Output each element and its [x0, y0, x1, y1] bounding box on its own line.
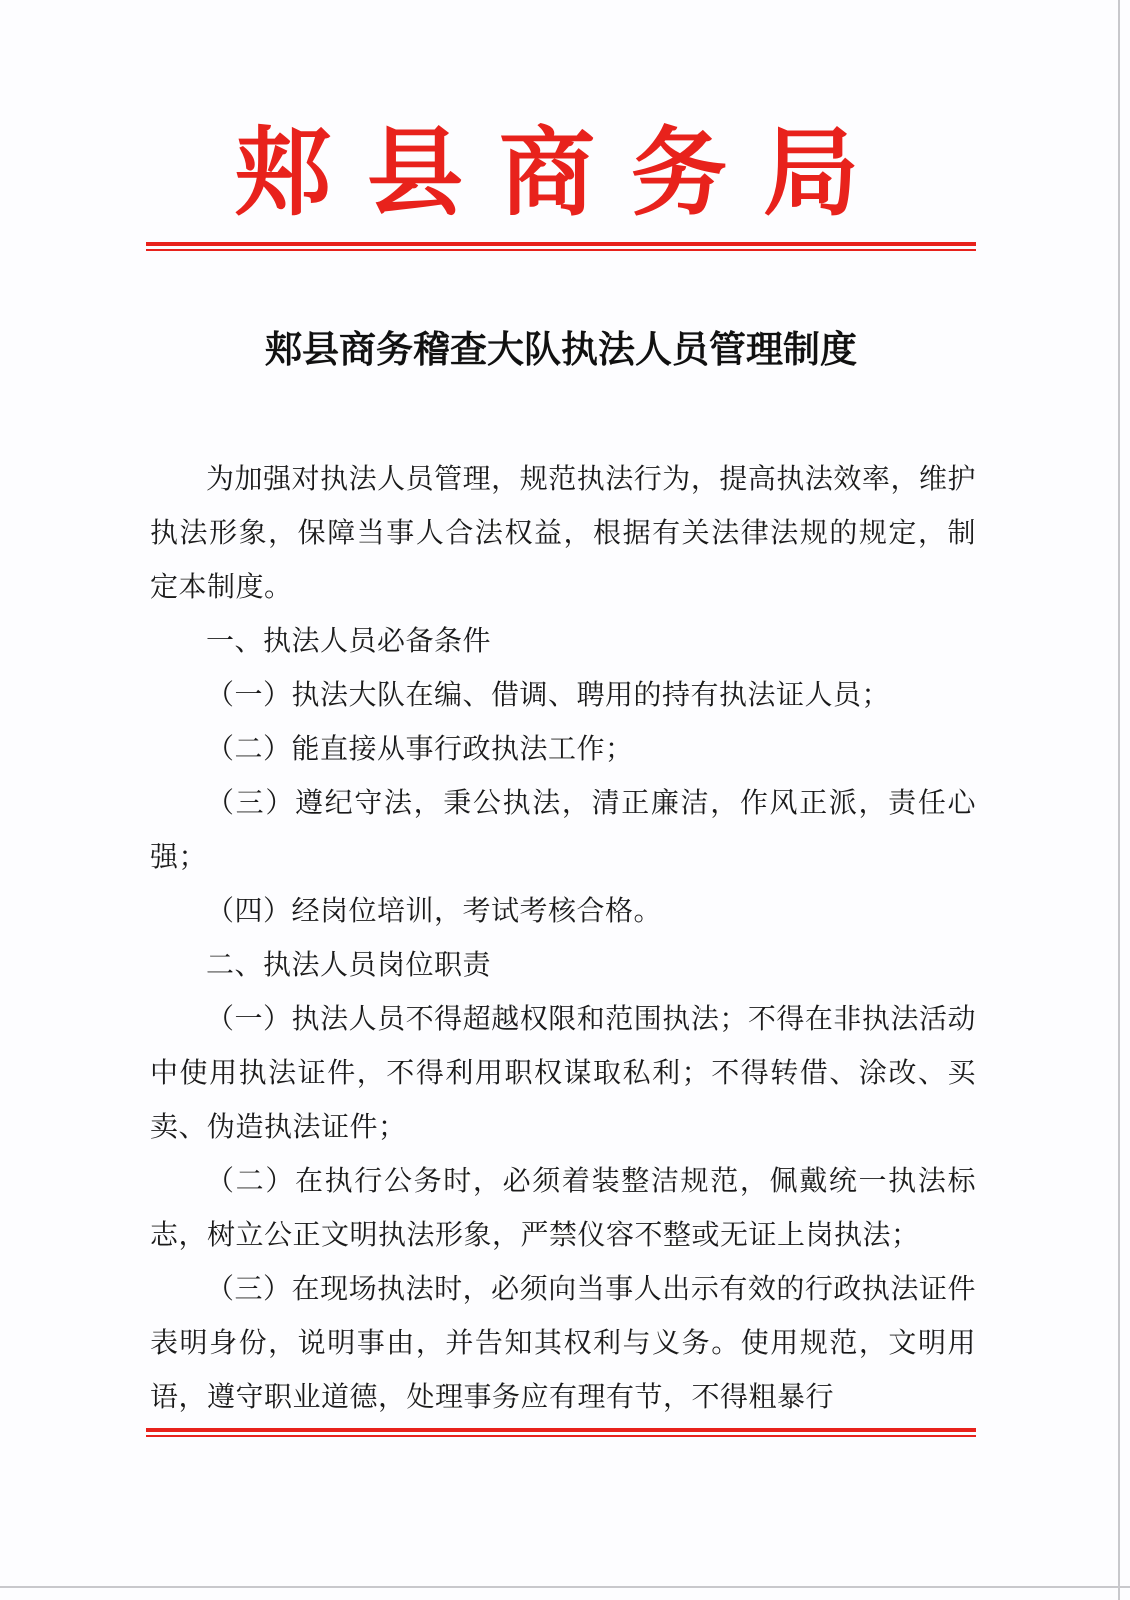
paragraph-item: （三）遵纪守法，秉公执法，清正廉洁，作风正派，责任心强；: [150, 786, 976, 873]
paragraph-intro: 为加强对执法人员管理，规范执法行为，提高执法效率，维护执法形象，保障当事人合法权益，根据有关法律法规的规定，制定本制度。: [150, 462, 976, 603]
document-body: [150, 452, 976, 1424]
paragraph-item: （一）执法大队在编、借调、聘用的持有执法证人员；: [206, 678, 891, 711]
paragraph-item: （一）执法人员不得超越权限和范围执法；不得在非执法活动中使用执法证件，不得利用职权谋取私利；不得转借、涂改、买卖、伪造执法证件；: [150, 1002, 976, 1143]
paragraph-item: （三）在现场执法时，必须向当事人出示有效的行政执法证件表明身份，说明事由，并告知其权利与义务。使用规范，文明用语，遵守职业道德，处理事务应有理有节，不得粗暴行: [150, 1272, 976, 1413]
scan-edge-right: [1118, 0, 1120, 1600]
document-title: 郏县商务稽查大队执法人员管理制度: [265, 328, 857, 371]
letterhead-red-rule: [146, 242, 976, 251]
letterhead-org-name: 郏县商务局: [235, 116, 895, 229]
section-heading-2: 二、执法人员岗位职责: [206, 948, 492, 981]
footer-red-rule: [146, 1428, 976, 1437]
section-heading-1: 一、执法人员必备条件: [206, 624, 492, 657]
scan-edge-bottom: [0, 1586, 1130, 1588]
paragraph-item: （二）在执行公务时，必须着装整洁规范，佩戴统一执法标志，树立公正文明执法形象，严禁仪容不整或无证上岗执法；: [150, 1164, 976, 1251]
paragraph-item: （二）能直接从事行政执法工作；: [206, 732, 634, 765]
paragraph-item: （四）经岗位培训，考试考核合格。: [206, 894, 663, 927]
